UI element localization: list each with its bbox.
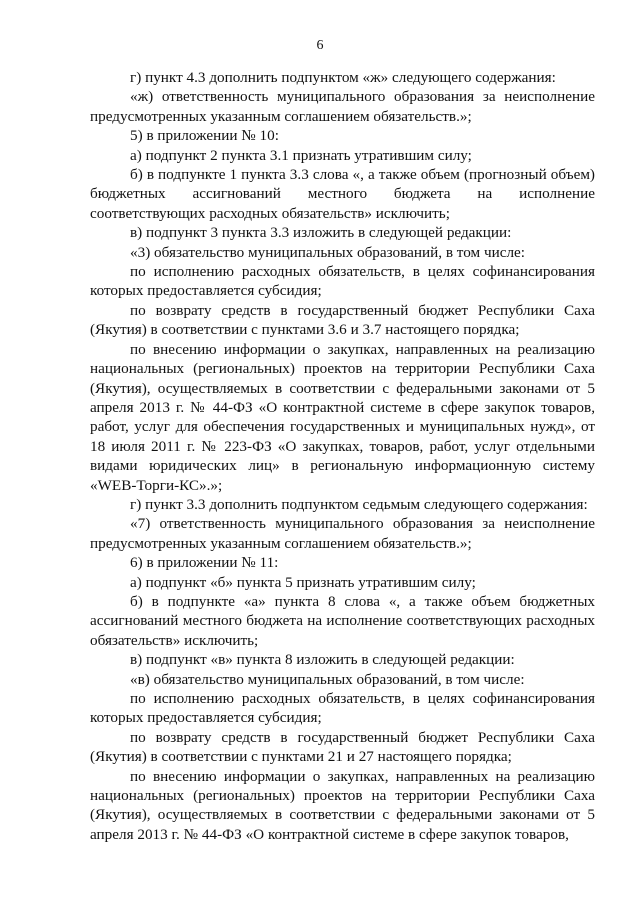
paragraph: по исполнению расходных обязательств, в целях софинансирования которых предоставляется субсидия;: [90, 263, 595, 300]
paragraph: в) подпункт 3 пункта 3.3 изложить в следующей редакции:: [130, 224, 512, 242]
paragraph: по внесению информации о закупках, направленных на реализацию национальных (региональных) проектов на территории Республики Саха (Якутия), осуществляемых в соответствии с федеральными законами от 5 апреля 2013 г. № 44-ФЗ «О контрактной системе в сфере закупок товаров, работ, услуг для обеспечения государственных и муниципальных нужд», от 18 июля 2011 г. № 223-ФЗ «О закупках, товаров, работ, услуг отдельными видами юридических лиц» в региональную информационную систему «WEB-Торги-КС».»;: [90, 340, 595, 494]
document-body: [90, 68, 595, 844]
paragraph: «в) обязательство муниципальных образований, в том числе:: [130, 670, 525, 688]
paragraph: 5) в приложении № 10:: [130, 127, 279, 145]
paragraph: б) в подпункте 1 пункта 3.3 слова «, а также объем (прогнозный объем) бюджетных ассигнований местного бюджета на исполнение соответствующих расходных обязательств» исключить;: [90, 166, 595, 222]
paragraph: в) подпункт «в» пункта 8 изложить в следующей редакции:: [130, 651, 515, 669]
paragraph: по исполнению расходных обязательств, в целях софинансирования которых предоставляется субсидия;: [90, 690, 595, 727]
paragraph: а) подпункт 2 пункта 3.1 признать утратившим силу;: [130, 146, 472, 164]
paragraph: по возврату средств в государственный бюджет Республики Саха (Якутия) в соответствии с пунктами 3.6 и 3.7 настоящего порядка;: [90, 301, 595, 339]
paragraph: по возврату средств в государственный бюджет Республики Саха (Якутия) в соответствии с пунктами 21 и 27 настоящего порядка;: [90, 728, 595, 766]
paragraph: «7) ответственность муниципального образования за неисполнение предусмотренных указанным соглашением обязательств.»;: [90, 515, 595, 552]
paragraph: а) подпункт «б» пункта 5 признать утратившим силу;: [130, 573, 476, 591]
paragraph: по внесению информации о закупках, направленных на реализацию национальных (региональных) проектов на территории Республики Саха (Якутия), осуществляемых в соответствии с федеральными законами от 5 апреля 2013 г. № 44-ФЗ «О контрактной системе в сфере закупок товаров,: [90, 767, 595, 843]
paragraph: «3) обязательство муниципальных образований, в том числе:: [130, 243, 525, 261]
paragraph: г) пункт 3.3 дополнить подпунктом седьмым следующего содержания:: [130, 495, 588, 513]
paragraph: б) в подпункте «а» пункта 8 слова «, а также объем бюджетных ассигнований местного бюджета на исполнение соответствующих расходных обязательств» исключить;: [90, 592, 595, 649]
paragraph: г) пункт 4.3 дополнить подпунктом «ж» следующего содержания:: [130, 69, 556, 86]
paragraph: 6) в приложении № 11:: [130, 554, 279, 572]
page-number: 6: [316, 38, 324, 53]
paragraph: «ж) ответственность муниципального образования за неисполнение предусмотренных указанным соглашением обязательств.»;: [90, 88, 595, 125]
